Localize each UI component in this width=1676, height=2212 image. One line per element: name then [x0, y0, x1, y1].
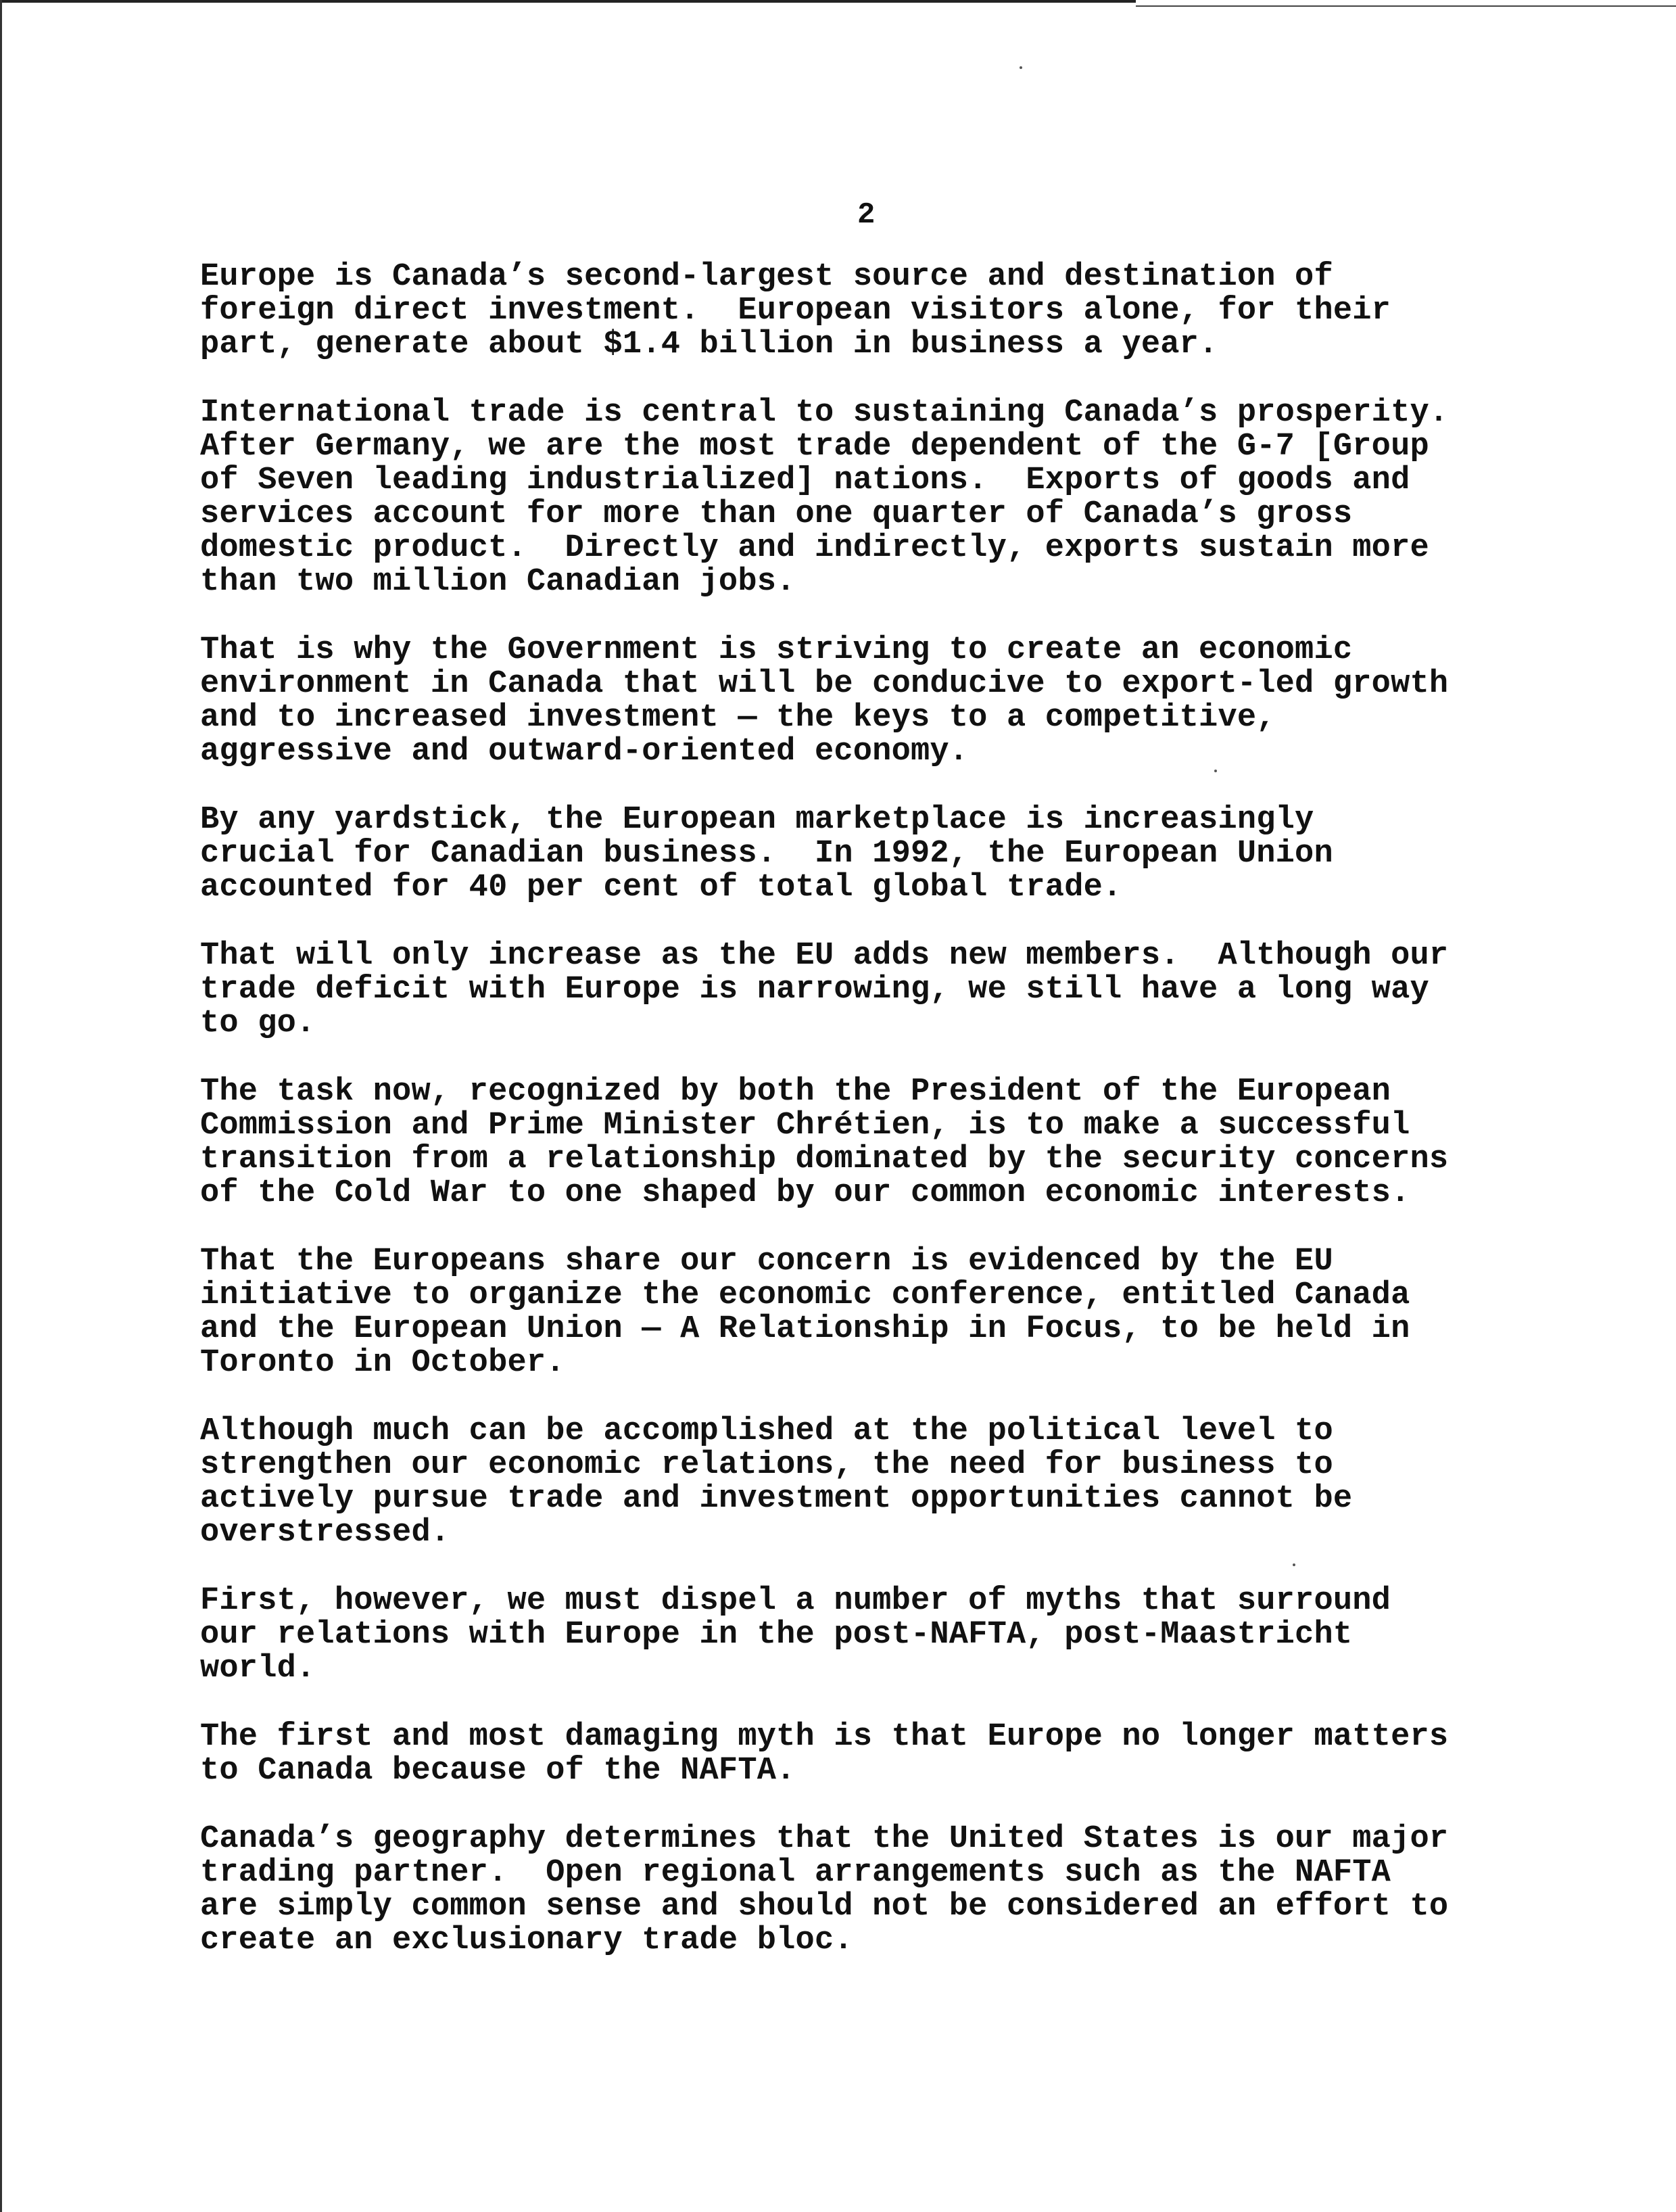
paragraph: First, however, we must dispel a number of myths that surround our relations with Europe in the post-NAFTA, post-Maastricht world.	[200, 1583, 1391, 1687]
page-number: 2	[857, 198, 876, 232]
scan-top-rule-thin	[1136, 5, 1676, 7]
paragraph: The first and most damaging myth is that Europe no longer matters to Canada because of the NAFTA.	[200, 1719, 1449, 1789]
paragraph: That will only increase as the EU adds new members. Although our trade deficit with Europe is narrowing, we still have a long way to go.	[200, 938, 1449, 1041]
paragraph: By any yardstick, the European marketplace is increasingly crucial for Canadian business. In 1992, the European Union accounted for 40 per cent of total global trade.	[200, 802, 1333, 905]
paragraph: That is why the Government is striving to create an economic environment in Canada that will be conducive to export-led growth and to increased investment — the keys to a competitive, aggressive and outward-oriented economy.	[200, 632, 1449, 770]
scan-top-rule	[0, 0, 1136, 3]
scan-left-edge	[0, 0, 2, 2212]
document-body	[200, 260, 1579, 1992]
paragraph: The task now, recognized by both the President of the European Commission and Prime Minister Chrétien, is to make a successful transition from a relationship dominated by the security concerns of the Cold War to one shaped by our common economic interests.	[200, 1074, 1449, 1211]
paragraph: International trade is central to sustaining Canada’s prosperity. After Germany, we are the most trade dependent of the G-7 [Group of Seven leading industrialized] nations. Exports of goods and services account for more than one quarter of Canada’s gross domestic product. Directly and indirectly, exports sustain more than two million Canadian jobs.	[200, 395, 1449, 600]
paragraph: Europe is Canada’s second-largest source and destination of foreign direct investment. European visitors alone, for their part, generate about $1.4 billion in business a year.	[200, 259, 1391, 362]
paragraph: That the Europeans share our concern is evidenced by the EU initiative to organize the economic conference, entitled Canada and the European Union — A Relationship in Focus, to be held in Toronto in October.	[200, 1244, 1410, 1381]
paragraph: Although much can be accomplished at the political level to strengthen our economic relations, the need for business to actively pursue trade and investment opportunities cannot be overstressed.	[200, 1413, 1353, 1551]
paragraph: Canada’s geography determines that the United States is our major trading partner. Open regional arrangements such as the NAFTA are simply common sense and should not be considered an effort to create an exclusionary trade bloc.	[200, 1821, 1449, 1958]
scan-speck	[1020, 66, 1022, 69]
